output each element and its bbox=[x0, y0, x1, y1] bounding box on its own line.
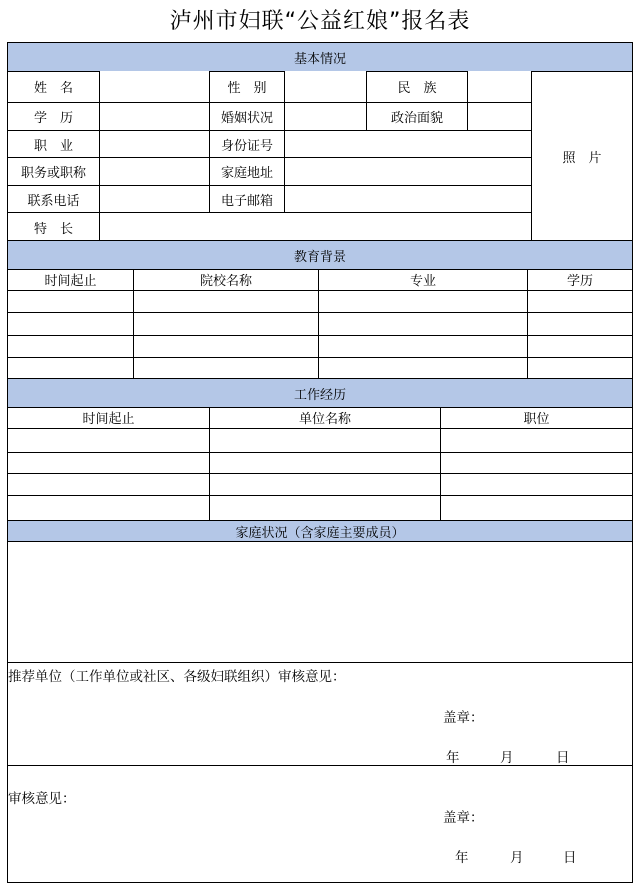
label-name: 姓 名 bbox=[8, 71, 100, 103]
review-year: 年 bbox=[455, 850, 469, 866]
section-header-basic-info: 基本情况 bbox=[8, 42, 632, 72]
political-status-field[interactable] bbox=[468, 103, 532, 131]
review-day: 日 bbox=[563, 850, 577, 866]
edu-cell[interactable] bbox=[319, 291, 528, 313]
education-field[interactable] bbox=[100, 103, 210, 131]
label-education: 学 历 bbox=[8, 103, 100, 131]
work-cell[interactable] bbox=[441, 474, 632, 496]
work-cell[interactable] bbox=[210, 453, 441, 474]
label-marital-status: 婚姻状况 bbox=[210, 103, 285, 131]
work-cell[interactable] bbox=[441, 429, 632, 453]
edu-col-school: 院校名称 bbox=[134, 269, 319, 291]
label-specialty: 特 长 bbox=[8, 213, 100, 241]
photo-area[interactable]: 照 片 bbox=[562, 150, 602, 166]
name-field[interactable] bbox=[100, 71, 210, 103]
work-cell[interactable] bbox=[8, 429, 210, 453]
job-title-field[interactable] bbox=[100, 158, 210, 186]
work-col-position: 职位 bbox=[441, 407, 632, 429]
work-cell[interactable] bbox=[210, 429, 441, 453]
edu-cell[interactable] bbox=[134, 291, 319, 313]
work-cell[interactable] bbox=[210, 474, 441, 496]
work-col-period: 时间起止 bbox=[8, 407, 210, 429]
edu-cell[interactable] bbox=[528, 313, 632, 336]
edu-cell[interactable] bbox=[8, 313, 134, 336]
section-header-work: 工作经历 bbox=[8, 378, 632, 408]
edu-cell[interactable] bbox=[528, 291, 632, 313]
label-phone: 联系电话 bbox=[8, 186, 100, 213]
edu-cell[interactable] bbox=[319, 336, 528, 358]
id-number-field[interactable] bbox=[285, 131, 532, 158]
review-seal-label: 盖章： bbox=[443, 810, 484, 826]
review-box[interactable] bbox=[8, 766, 632, 882]
edu-cell[interactable] bbox=[528, 336, 632, 358]
label-ethnicity: 民 族 bbox=[367, 71, 468, 103]
work-cell[interactable] bbox=[8, 496, 210, 521]
edu-cell[interactable] bbox=[319, 313, 528, 336]
edu-col-major: 专业 bbox=[319, 269, 528, 291]
edu-col-period: 时间起止 bbox=[8, 269, 134, 291]
work-col-employer: 单位名称 bbox=[210, 407, 441, 429]
recommendation-day: 日 bbox=[556, 750, 570, 766]
marital-status-field[interactable] bbox=[285, 103, 367, 131]
work-cell[interactable] bbox=[8, 453, 210, 474]
label-home-address: 家庭地址 bbox=[210, 158, 285, 186]
home-address-field[interactable] bbox=[285, 158, 532, 186]
edu-col-degree: 学历 bbox=[528, 269, 632, 291]
label-gender: 性 别 bbox=[210, 71, 285, 103]
recommendation-month: 月 bbox=[500, 750, 514, 766]
family-field[interactable] bbox=[8, 541, 632, 663]
occupation-field[interactable] bbox=[100, 131, 210, 158]
recommendation-label: 推荐单位（工作单位或社区、各级妇联组织）审核意见： bbox=[8, 669, 346, 685]
recommendation-year: 年 bbox=[446, 750, 460, 766]
edu-cell[interactable] bbox=[8, 358, 134, 379]
work-cell[interactable] bbox=[441, 496, 632, 521]
edu-cell[interactable] bbox=[134, 313, 319, 336]
section-header-family: 家庭状况（含家庭主要成员） bbox=[8, 520, 632, 542]
work-cell[interactable] bbox=[441, 453, 632, 474]
phone-field[interactable] bbox=[100, 186, 210, 213]
label-job-title: 职务或职称 bbox=[8, 158, 100, 186]
page-title: 泸州市妇联“公益红娘”报名表 bbox=[169, 9, 471, 34]
section-header-education: 教育背景 bbox=[8, 240, 632, 270]
label-political-status: 政治面貌 bbox=[367, 103, 468, 131]
specialty-field[interactable] bbox=[100, 213, 532, 241]
review-label: 审核意见： bbox=[8, 791, 76, 807]
edu-cell[interactable] bbox=[134, 336, 319, 358]
edu-cell[interactable] bbox=[319, 358, 528, 379]
edu-cell[interactable] bbox=[134, 358, 319, 379]
work-cell[interactable] bbox=[210, 496, 441, 521]
edu-cell[interactable] bbox=[528, 358, 632, 379]
review-month: 月 bbox=[510, 850, 524, 866]
recommendation-seal-label: 盖章： bbox=[443, 710, 484, 726]
work-cell[interactable] bbox=[8, 474, 210, 496]
gender-field[interactable] bbox=[285, 71, 367, 103]
ethnicity-field[interactable] bbox=[468, 71, 532, 103]
edu-cell[interactable] bbox=[8, 291, 134, 313]
edu-cell[interactable] bbox=[8, 336, 134, 358]
label-email: 电子邮箱 bbox=[210, 186, 285, 213]
label-occupation: 职 业 bbox=[8, 131, 100, 158]
label-id-number: 身份证号 bbox=[210, 131, 285, 158]
email-field[interactable] bbox=[285, 186, 532, 213]
